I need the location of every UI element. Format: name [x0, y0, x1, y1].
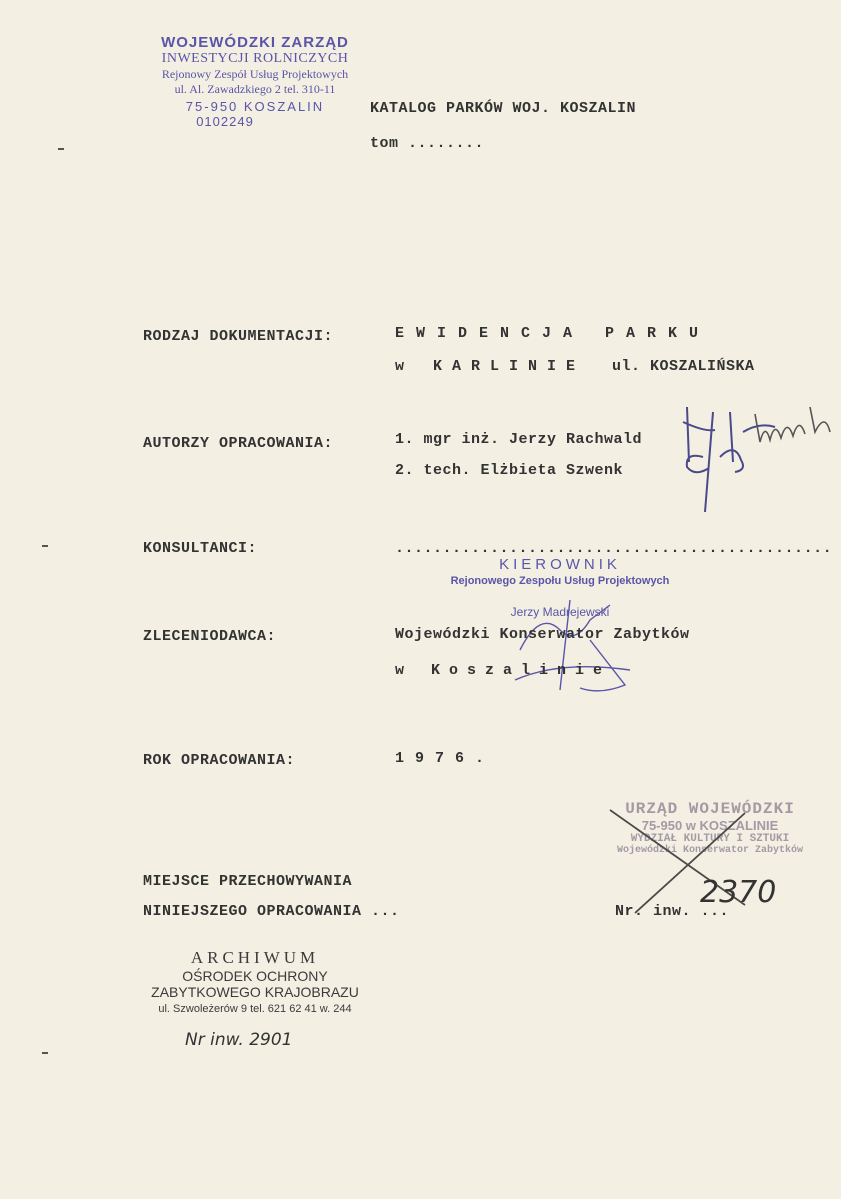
consultants-label: KONSULTANCI: [143, 540, 258, 557]
doc-type-line2a: w KARLINIE [395, 358, 586, 375]
office-stamp-line2: 75-950 w KOSZALINIE [641, 818, 779, 833]
archive-stamp-line3: ZABYTKOWEGO KRAJOBRAZU [151, 984, 359, 1000]
margin-mark [58, 148, 64, 150]
catalog-volume: tom ........ [370, 135, 485, 152]
manager-stamp-name: Jerzy Madrejewski [510, 605, 610, 619]
archive-stamp-line4: ul. Szwoleżerów 9 tel. 621 62 41 w. 244 [158, 1003, 352, 1015]
office-stamp-line3: WYDZIAŁ KULTURY I SZTUKI [630, 833, 790, 845]
year-value: 1976. [395, 750, 496, 767]
header-stamp-line2: INWESTYCJI ROLNICZYCH [161, 51, 349, 66]
authors-label: AUTORZY OPRACOWANIA: [143, 435, 334, 452]
header-stamp-line4: ul. Al. Zawadzkiego 2 tel. 310-11 [174, 82, 336, 96]
doc-type-line2b: ul. KOSZALIŃSKA [612, 358, 755, 375]
manager-stamp-title: KIEROWNIK [499, 556, 621, 573]
client-label: ZLECENIODAWCA: [143, 628, 277, 645]
archive-inventory: Nr inw. 2901 [185, 1030, 293, 1050]
inventory-label: Nr. inw. ... [615, 903, 730, 920]
header-stamp-line1: WOJEWÓDZKI ZARZĄD [161, 34, 349, 51]
storage-line1: MIEJSCE PRZECHOWYWANIA [143, 873, 353, 890]
archive-stamp-line2: OŚRODEK OCHRONY [182, 968, 328, 984]
author-2: 2. tech. Elżbieta Szwenk [395, 462, 624, 479]
manager-stamp-subtitle: Rejonowego Zespołu Usług Projektowych [450, 575, 670, 587]
client-line2: w Koszalinie [395, 662, 612, 679]
author-1: 1. mgr inż. Jerzy Rachwald [395, 431, 643, 448]
header-stamp-line5: 75-950 KOSZALIN [185, 99, 325, 114]
year-label: ROK OPRACOWANIA: [143, 752, 296, 769]
consultants-value: .............................................. [395, 540, 833, 557]
catalog-title: KATALOG PARKÓW WOJ. KOSZALIN [370, 100, 637, 117]
header-stamp-line6: 0102249 [196, 114, 254, 129]
author-signatures [675, 402, 840, 517]
storage-line2: NINIEJSZEGO OPRACOWANIA ... [143, 903, 400, 920]
archive-stamp-line1: ARCHIWUM [190, 948, 320, 967]
manager-signature [500, 590, 650, 700]
archive-stamp [140, 948, 370, 1015]
margin-mark [42, 545, 48, 547]
margin-mark [42, 1052, 48, 1054]
office-stamp-line1: URZĄD WOJEWÓDZKI [625, 800, 795, 818]
office-stamp-line4: Wojewódzki Konserwator Zabytków [616, 845, 804, 856]
inventory-number: 2370 [700, 875, 777, 910]
header-stamp-line3: Rejonowy Zespół Usług Projektowych [161, 67, 349, 81]
doc-type-label: RODZAJ DOKUMENTACJI: [143, 328, 334, 345]
header-stamp [140, 34, 370, 129]
doc-type-line1: EWIDENCJA PARKU [395, 325, 711, 342]
client-line1: Wojewódzki Konserwator Zabytków [395, 626, 690, 643]
